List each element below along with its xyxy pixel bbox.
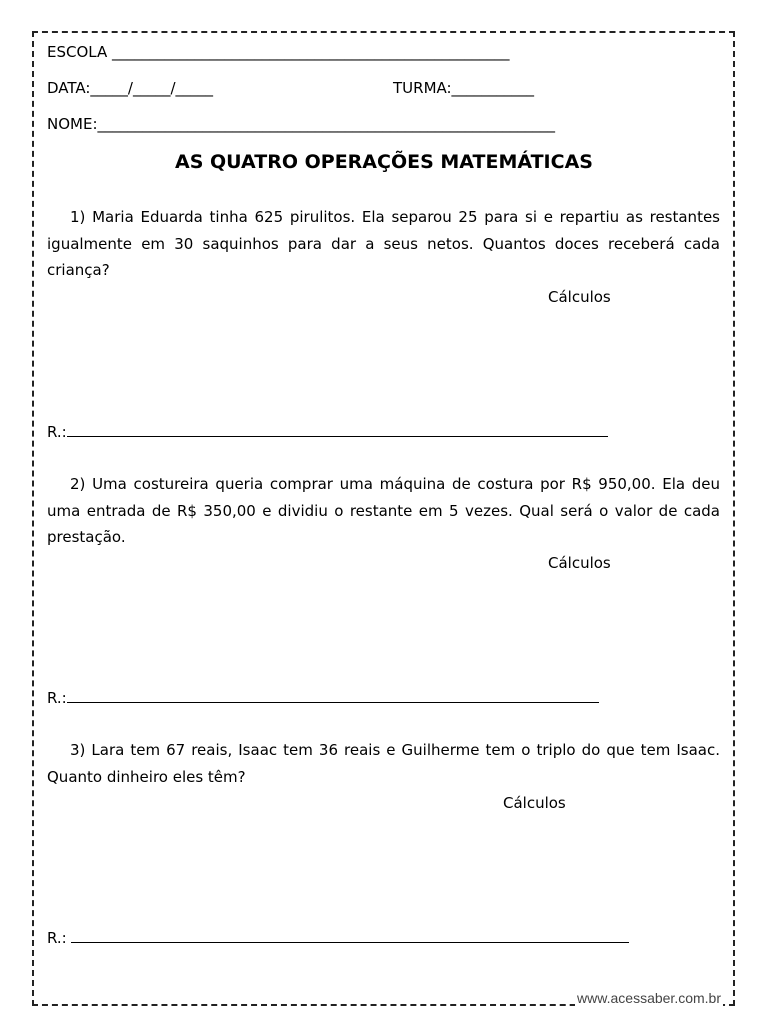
question-3-calc-label: Cálculos	[503, 794, 566, 812]
question-2-answer-line	[67, 688, 599, 703]
question-1-answer-label: R.:	[47, 423, 67, 441]
question-2-text: 2) Uma costureira queria comprar uma máquina de costura por R$ 950,00. Ela deu uma entrada de R$ 350,00 e dividiu o restante em 5 vezes. Qual será o valor de cada prestação.	[47, 475, 720, 546]
data-field: DATA:_____/_____/_____	[47, 79, 214, 97]
question-2-answer	[47, 688, 599, 708]
question-2-answer-label: R.:	[47, 689, 67, 707]
page-title: AS QUATRO OPERAÇÕES MATEMÁTICAS	[175, 151, 593, 173]
nome-field: NOME:_____________________________________________________________	[47, 115, 556, 133]
question-3-answer-line	[71, 928, 629, 943]
question-1-answer-line	[67, 422, 608, 437]
footer-site-url: www.acessaber.com.br	[577, 990, 721, 1006]
question-1-answer	[47, 422, 608, 442]
question-1-text: 1) Maria Eduarda tinha 625 pirulitos. Ela separou 25 para si e repartiu as restantes igualmente em 30 saquinhos para dar a seus netos. Quantos doces receberá cada criança?	[47, 208, 720, 279]
turma-field: TURMA:___________	[393, 79, 535, 97]
escola-field: ESCOLA _____________________________________________________	[47, 43, 510, 61]
question-3-answer-label: R.:	[47, 929, 72, 947]
question-2-calc-label: Cálculos	[548, 554, 611, 572]
question-3-text: 3) Lara tem 67 reais, Isaac tem 36 reais e Guilherme tem o triplo do que tem Isaac. Quanto dinheiro eles têm?	[47, 741, 720, 786]
question-1-calc-label: Cálculos	[548, 288, 611, 306]
question-3-answer	[47, 928, 629, 948]
